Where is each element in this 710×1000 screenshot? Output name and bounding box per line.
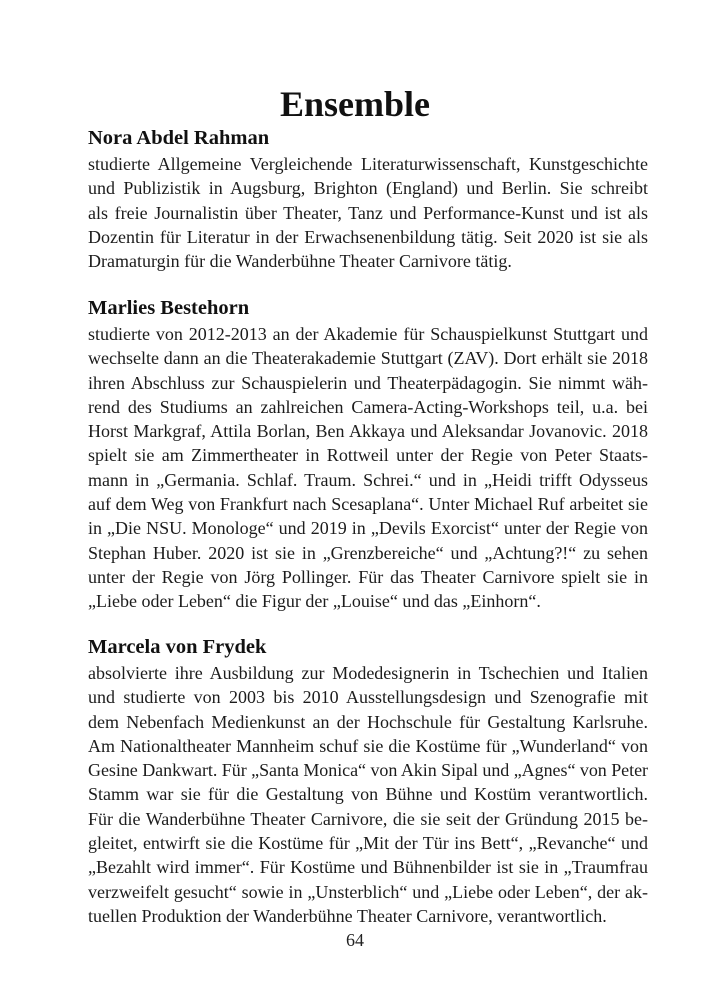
bio-line: dem Nebenfach Medienkunst an der Hochschule für Gestaltung Karlsruhe. xyxy=(88,711,648,732)
bio-line: in „Die NSU. Monologe“ und 2019 in „Devils Exorcist“ unter der Regie von xyxy=(88,518,648,539)
ensemble-entry xyxy=(88,633,648,928)
person-name: Marlies Bestehorn xyxy=(88,297,250,319)
bio-line: studierte von 2012-2013 an der Akademie für Schauspielkunst Stuttgart und xyxy=(88,324,648,344)
bio-line: und Publizistik in Augsburg, Brighton (England) und Berlin. Sie schreibt xyxy=(88,178,648,199)
bio-line: Stamm war sie für die Gestaltung von Bühne und Kostüm verantwortlich. xyxy=(88,784,648,805)
bio-line: gleitet, entwirft sie die Kostüme für „Mit der Tür ins Bett“, „Revanche“ und xyxy=(88,833,648,854)
bio-line: spielt sie am Zimmertheater in Rottweil unter der Regie von Peter Staats- xyxy=(88,445,648,466)
bio-line: ihren Abschluss zur Schauspielerin und Theaterpädagogin. Sie nimmt wäh- xyxy=(88,372,648,393)
ensemble-entry xyxy=(88,294,648,614)
page-number: 64 xyxy=(346,930,364,950)
person-name: Marcela von Frydek xyxy=(88,636,267,658)
ensemble-entry xyxy=(88,124,648,273)
bio-line: tuellen Produktion der Wanderbühne Theater Carnivore, verantwortlich. xyxy=(88,905,607,926)
bio-line: „Bezahlt wird immer“. Für Kostüme und Bühnenbilder ist sie in „Traumfrau xyxy=(88,857,648,878)
bio-line: Dramaturgin für die Wanderbühne Theater Carnivore tätig. xyxy=(88,251,512,272)
bio-line: als freie Journalistin über Theater, Tanz und Performance-Kunst und ist als xyxy=(88,202,648,223)
bio-line: mann in „Germania. Schlaf. Traum. Schrei.“ und in „Heidi trifft Odysseus xyxy=(88,469,648,490)
bio-line: verzweifelt gesucht“ sowie in „Unsterblich“ und „Liebe oder Leben“, der ak- xyxy=(88,881,648,902)
bio-line: „Liebe oder Leben“ die Figur der „Louise“ und das „Einhorn“. xyxy=(88,591,541,612)
bio-line: rend des Studiums an zahlreichen Camera-Acting-Workshops teil, u.a. bei xyxy=(88,396,648,417)
bio-line: Am Nationaltheater Mannheim schuf sie die Kostüme für „Wunderland“ von xyxy=(88,735,648,756)
bio-line: Dozentin für Literatur in der Erwachsenenbildung tätig. Seit 2020 ist sie als xyxy=(88,226,648,247)
bio-line: Gesine Dankwart. Für „Santa Monica“ von Akin Sipal und „Agnes“ von Peter xyxy=(88,760,648,781)
bio-line: unter der Regie von Jörg Pollinger. Für das Theater Carnivore spielt sie in xyxy=(88,566,648,587)
bio-line: absolvierte ihre Ausbildung zur Modedesignerin in Tschechien und Italien xyxy=(88,663,648,683)
bio-line: Stephan Huber. 2020 ist sie in „Grenzbereiche“ und „Achtung?!“ zu sehen xyxy=(88,542,648,563)
person-name: Nora Abdel Rahman xyxy=(88,127,270,149)
bio-line: auf dem Weg von Frankfurt nach Scesaplana“. Unter Michael Ruf arbeitet sie xyxy=(88,494,648,515)
bio-line: und studierte von 2003 bis 2010 Ausstellungsdesign und Szenografie mit xyxy=(88,687,648,708)
page-title: Ensemble xyxy=(279,84,430,125)
bio-line: Für die Wanderbühne Theater Carnivore, die sie seit der Gründung 2015 be- xyxy=(88,808,648,829)
bio-line: Horst Markgraf, Attila Borlan, Ben Akkaya und Aleksandar Jovanovic. 2018 xyxy=(88,421,648,442)
bio-line: studierte Allgemeine Vergleichende Literaturwissenschaft, Kunstgeschichte xyxy=(88,154,648,174)
bio-line: wechselte dann an die Theaterakademie Stuttgart (ZAV). Dort erhält sie 2018 xyxy=(88,348,648,369)
